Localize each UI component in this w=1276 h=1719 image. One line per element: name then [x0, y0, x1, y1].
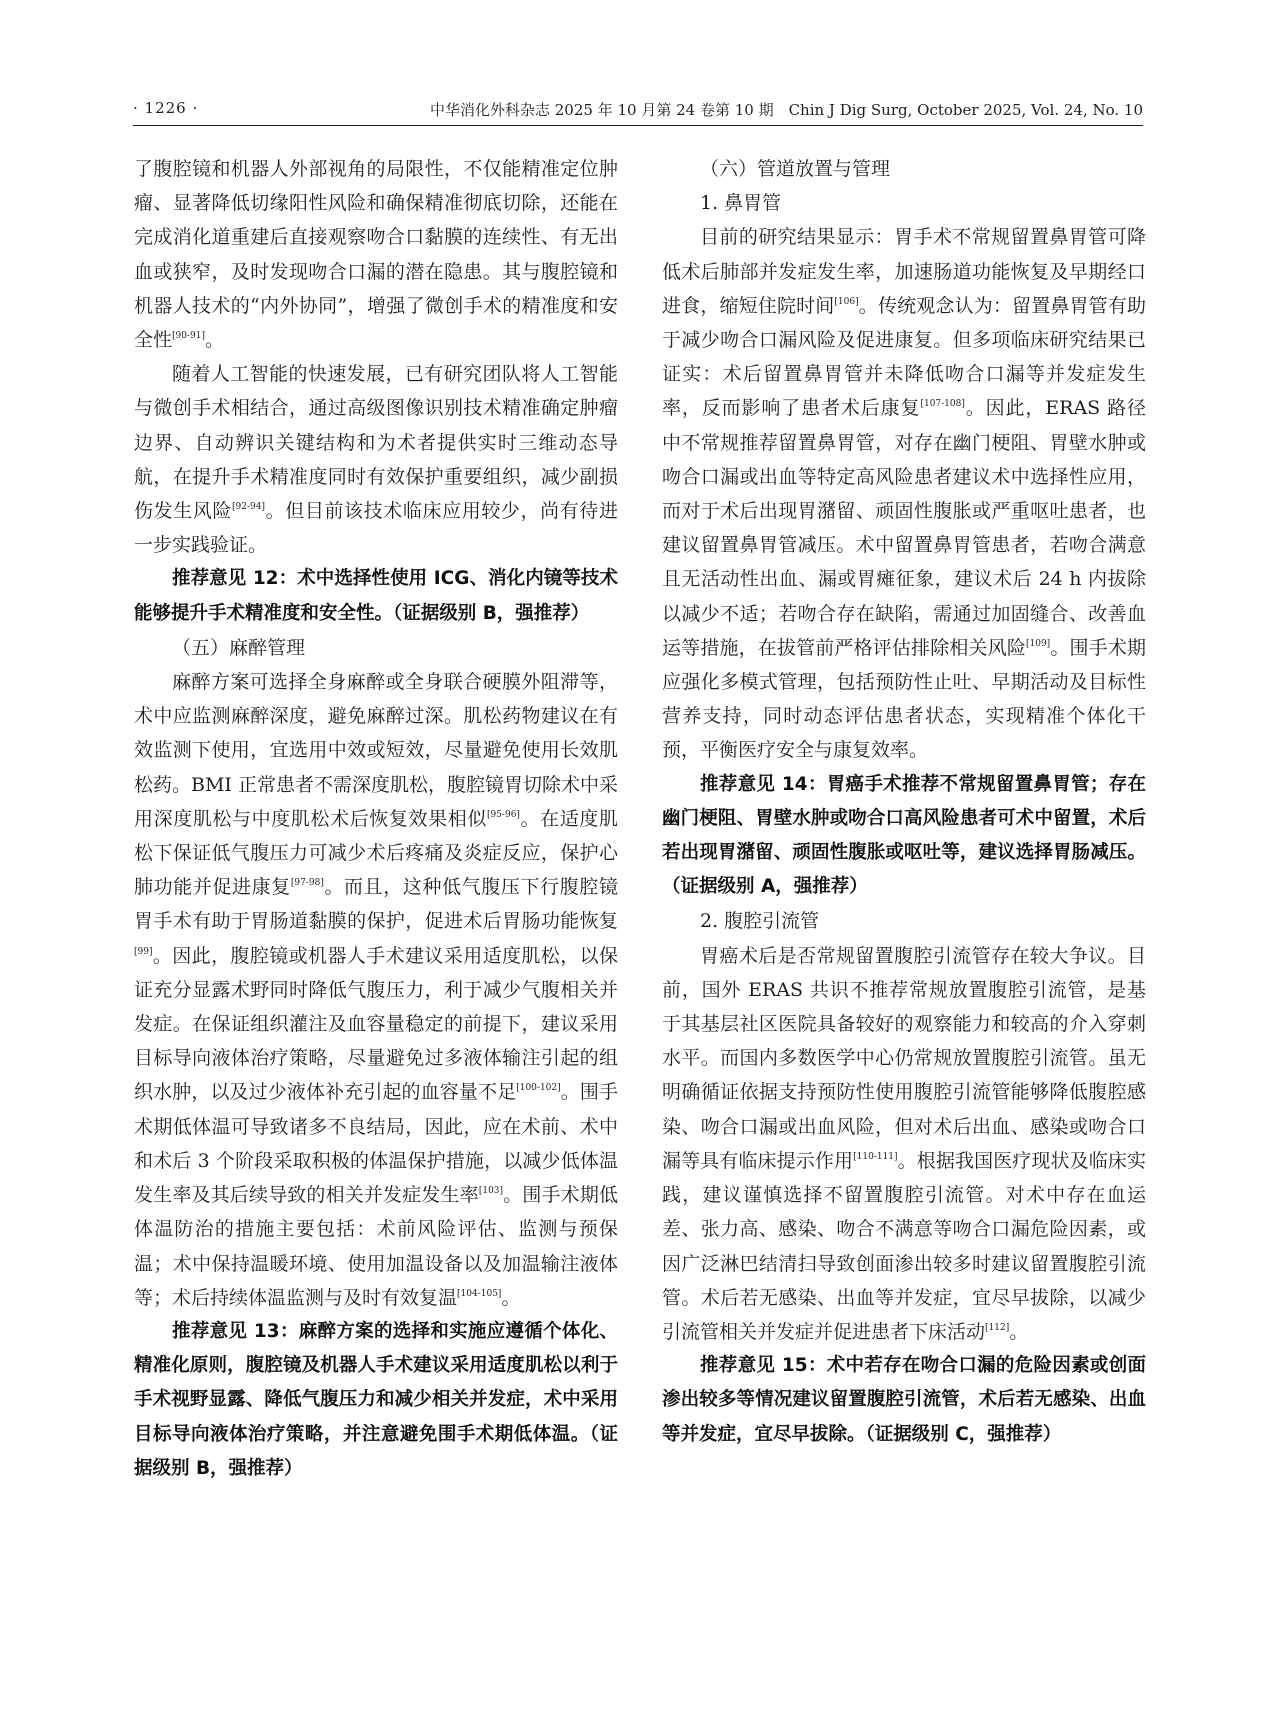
recommendation-13: 推荐意见 13：麻醉方案的选择和实施应遵循个体化、精准化原则，腹腔镜及机器人手术建议采用适度肌松以利于手术视野显露、降低气腹压力和减少相关并发症，术中采用目标导向液体治疗策略，并注意避免围手术期低体温。（证据级别 B，强推荐）: [134, 1320, 618, 1479]
citation: [110-111]: [853, 1151, 898, 1162]
citation: [99]: [134, 946, 153, 957]
running-header: [133, 99, 1143, 127]
recommendation-12: 推荐意见 12：术中选择性使用 ICG、消化内镜等技术能够提升手术精准度和安全性。（证据级别 B，强推荐）: [134, 568, 618, 624]
journal-citation: 中华消化外科杂志 2025 年 10 月第 24 卷第 10 期 Chin J Dig Surg, October 2025, Vol. 24, No. 10: [429, 101, 1143, 119]
citation: [103]: [478, 1186, 504, 1197]
paragraph-ai: 随着人工智能的快速发展，已有研究团队将人工智能与微创手术相结合，通过高级图像识别技术精准确定肿瘤边界、自动辨识关键结构和为术者提供实时三维动态导航，在提升手术精准度同时有效保护重要组织，减少副损伤发生风险[92-94]。但目前该技术临床应用较少，尚有待进一步实践验证。: [134, 363, 618, 557]
citation: [109]: [1025, 638, 1051, 649]
citation: [112]: [985, 1322, 1010, 1333]
citation: [97-98]: [290, 878, 324, 889]
paragraph-nasogastric: 目前的研究结果显示：胃手术不常规留置鼻胃管可降低术后肺部并发症发生率，加速肠道功能恢复及早期经口进食，缩短住院时间[106]。传统观念认为：留置鼻胃管有助于减少吻合口漏风险及促进康复。但多项临床研究结果已证实：术后留置鼻胃管并未降低吻合口漏等并发症发生率，反而影响了患者术后康复[107-108]。因此，ERAS 路径中不常规推荐留置鼻胃管，对存在幽门梗阻、胃壁水肿或吻合口漏或出血等特定高风险患者建议术中选择性应用，而对于术后出现胃潴留、顽固性腹胀或严重呕吐患者，也建议留置鼻胃管减压。术中留置鼻胃管患者，若吻合满意且无活动性出血、漏或胃瘫征象，建议术后 24 h 内拔除以减少不适；若吻合存在缺陷，需通过加固缝合、改善血运等措施，在拔管前严格评估排除相关风险[109]。围手术期应强化多模式管理，包括预防性止吐、早期活动及目标性营养支持，同时动态评估患者状态，实现精准个体化干预，平衡医疗安全与康复效率。: [662, 226, 1146, 762]
recommendation-15: 推荐意见 15：术中若存在吻合口漏的危险因素或创面渗出较多等情况建议留置腹腔引流管，术后若无感染、出血等并发症，宜尽早拔除。（证据级别 C，强推荐）: [662, 1355, 1146, 1445]
header-rule: [133, 125, 1143, 126]
subheading-nasogastric: 1. 鼻胃管: [700, 192, 782, 215]
left-column: [134, 152, 618, 1486]
citation: [92-94]: [232, 502, 266, 513]
citation: [104-105]: [457, 1288, 502, 1299]
paragraph-continued: 了腹腔镜和机器人外部视角的局限性，不仅能精准定位肿瘤、显著降低切缘阳性风险和确保精准彻底切除，还能在完成消化道重建后直接观察吻合口黏膜的连续性、有无出血或狭窄，及时发现吻合口漏的潜在隐患。其与腹腔镜和机器人技术的“内外协同”，增强了微创手术的精准度和安全性[90-91]。: [134, 158, 618, 352]
page-number: · 1226 ·: [133, 99, 199, 117]
recommendation-14: 推荐意见 14：胃癌手术推荐不常规留置鼻胃管；存在幽门梗阻、胃壁水肿或吻合口高风险患者可术中留置，术后若出现胃潴留、顽固性腹胀或呕吐等，建议选择胃肠减压。（证据级别 A，强推荐）: [662, 773, 1146, 898]
citation: [100-102]: [516, 1083, 561, 1094]
paragraph-anesthesia: 麻醉方案可选择全身麻醉或全身联合硬膜外阻滞等，术中应监测麻醉深度，避免麻醉过深。肌松药物建议在有效监测下使用，宜选用中效或短效，尽量避免使用长效肌松药。BMI 正常患者不需深度肌松，腹腔镜胃切除术中采用深度肌松与中度肌松术后恢复效果相似[95-96]。在适度肌松下保证低气腹压力可减少术后疼痛及炎症反应，保护心肺功能并促进康复[97-98]。而且，这种低气腹压下行腹腔镜胃手术有助于胃肠道黏膜的保护，促进术后胃肠功能恢复[99]。因此，腹腔镜或机器人手术建议采用适度肌松，以保证充分显露术野同时降低气腹压力，利于减少气腹相关并发症。在保证组织灌注及血容量稳定的前提下，建议采用目标导向液体治疗策略，尽量避免过多液体输注引起的组织水肿，以及过少液体补充引起的血容量不足[100-102]。围手术期低体温可导致诸多不良结局，因此，应在术前、术中和术后 3 个阶段采取积极的体温保护措施，以减少低体温发生率及其后续导致的相关并发症发生率[103]。围手术期低体温防治的措施主要包括：术前风险评估、监测与预保温；术中保持温暖环境、使用加温设备以及加温输注液体等；术后持续体温监测与及时有效复温[104-105]。: [134, 671, 618, 1309]
section-heading-tubes: （六）管道放置与管理: [700, 158, 891, 180]
paragraph-drainage: 胃癌术后是否常规留置腹腔引流管存在较大争议。目前，国外 ERAS 共识不推荐常规放置腹腔引流管，是基于其基层社区医院具备较好的观察能力和较高的介入穿刺水平。而国内多数医学中心仍常规放置腹腔引流管。虽无明确循证依据支持预防性使用腹腔引流管能够降低腹腔感染、吻合口漏或出血风险，但对术后出血、感染或吻合口漏等具有临床提示作用[110-111]。根据我国医疗现状及临床实践，建议谨慎选择不留置腹腔引流管。对术中存在血运差、张力高、感染、吻合不满意等吻合口漏危险因素，或因广泛淋巴结清扫导致创面渗出较多时建议留置腹腔引流管。术后若无感染、出血等并发症，宜尽早拔除，以减少引流管相关并发症并促进患者下床活动[112]。: [662, 944, 1146, 1343]
citation: [106]: [834, 296, 859, 307]
citation: [95-96]: [486, 809, 520, 820]
section-heading-anesthesia: （五）麻醉管理: [172, 636, 306, 659]
citation: [107-108]: [920, 399, 965, 410]
right-column: [662, 152, 1146, 1452]
citation: [90-91]: [172, 331, 205, 342]
subheading-drainage: 2. 腹腔引流管: [700, 910, 820, 933]
